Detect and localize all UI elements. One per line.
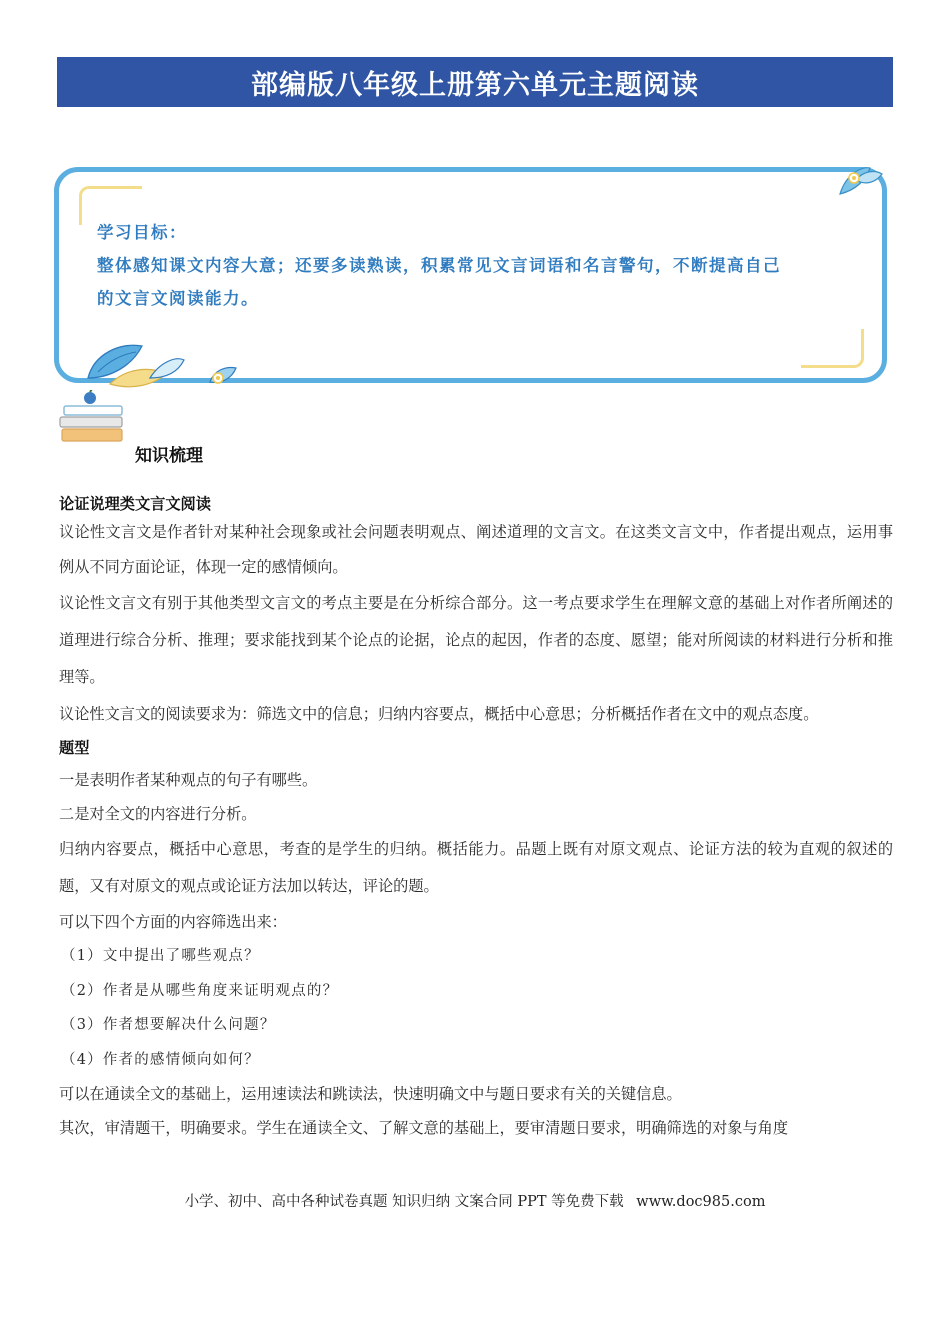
footer-link[interactable]: www.doc985.com	[636, 1194, 766, 1210]
books-icon	[58, 390, 130, 446]
leaf-icon	[836, 160, 884, 200]
goal-label: 学习目标：	[97, 223, 187, 242]
paragraph: 可以下四个方面的内容筛选出来：	[59, 913, 287, 931]
page-title: 部编版八年级上册第六单元主题阅读	[57, 57, 893, 107]
question-item: （4）作者的感情倾向如何？	[61, 1051, 260, 1068]
goal-line: 的文言文阅读能力。	[97, 289, 259, 308]
footer-text: 小学、初中、高中各种试卷真题 知识归纳 文案合同 PPT 等免费下载	[184, 1194, 624, 1210]
paragraph: 二是对全文的内容进行分析。	[59, 805, 257, 823]
paragraph: 一是表明作者某种观点的句子有哪些。	[59, 771, 318, 789]
main-content	[59, 493, 893, 1145]
content-heading: 论证说理类文言文阅读	[59, 495, 211, 513]
paragraph: 可以在通读全文的基础上，运用速读法和跳读法，快速明确文中与题日要求有关的关键信息。	[59, 1085, 682, 1103]
content-heading: 题型	[59, 739, 90, 757]
question-item: （1）文中提出了哪些观点？	[61, 948, 260, 964]
paragraph: 议论性文言文有别于其他类型文言文的考点主要是在分析综合部分。这一考点要求学生在理解文意的基础上对作者所阐述的道理进行综合分析、推理；要求能找到某个论点的论据，论点的起因，作者的态度、愿望；能对所阅读的材料进行分析和推理等。	[59, 594, 893, 686]
paragraph: 议论性文言文的阅读要求为：筛选文中的信息；归纳内容要点，概括中心意思；分析概括作者在文中的观点态度。	[59, 705, 819, 723]
paragraph: 归纳内容要点，概括中心意思，考查的是学生的归纳。概括能力。品题上既有对原文观点、论证方法的较为直观的叙述的题，又有对原文的观点或论证方法加以转达，评论的题。	[59, 840, 893, 895]
question-item: （2）作者是从哪些角度来证明观点的？	[61, 982, 339, 999]
section-title: 知识梳理	[135, 446, 203, 466]
paragraph: 其次，审清题干，明确要求。学生在通读全文、了解文意的基础上，要审清题日要求，明确筛选的对象与角度	[59, 1119, 788, 1137]
learning-goal-text	[97, 216, 857, 315]
footer	[0, 1190, 950, 1211]
corner-decoration	[801, 329, 864, 368]
goal-line: 整体感知课文内容大意；还要多读熟读，积累常见文言词语和名言警句，不断提高自己	[97, 256, 781, 275]
leaf-cluster-icon	[80, 338, 250, 394]
question-item: （3）作者想要解决什么问题？	[61, 1017, 276, 1033]
paragraph: 议论性文言文是作者针对某种社会现象或社会问题表明观点、阐述道理的文言文。在这类文言文中，作者提出观点，运用事例从不同方面论证，体现一定的感情倾向。	[59, 523, 893, 576]
